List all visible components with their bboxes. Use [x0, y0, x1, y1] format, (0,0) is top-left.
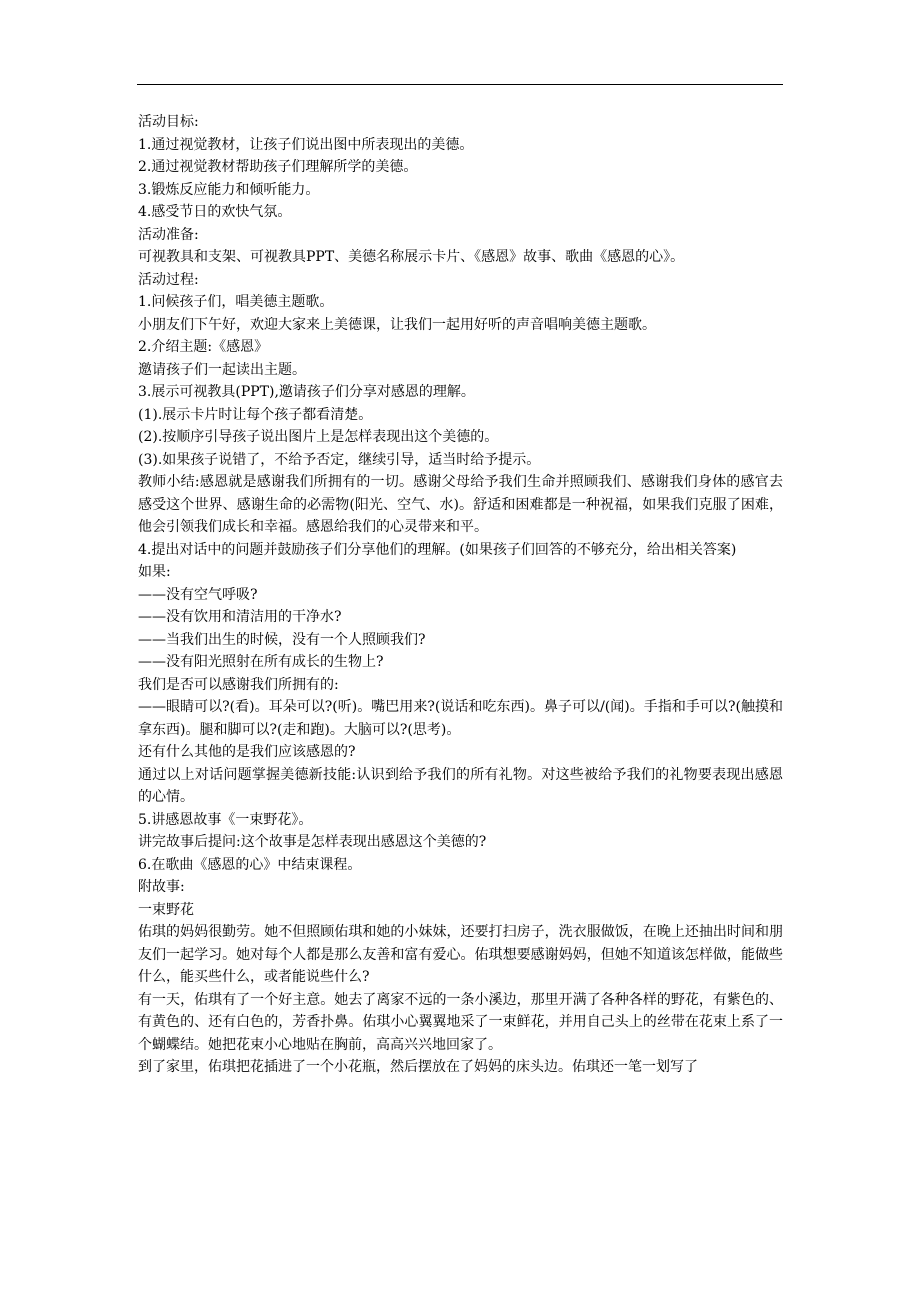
story-title: 一束野花 — [138, 901, 194, 918]
process-step-3-sub-1: (1).展示卡片时让每个孩子都看清楚。 — [138, 406, 373, 423]
process-step-3-sub-3: (3).如果孩子说错了，不给予否定，继续引导，适当时给予提示。 — [138, 451, 541, 468]
other-thanks-question: 还有什么其他的是我们应该感恩的? — [138, 744, 356, 760]
if-question-2: ——没有饮用和清洁用的干净水? — [138, 609, 342, 625]
process-step-4: 4.提出对话中的问题并鼓励孩子们分享他们的理解。(如果孩子们回答的不够充分，给出相关答案) — [138, 541, 737, 558]
teacher-summary: 教师小结:感恩就是感谢我们所拥有的一切。感谢父母给予我们生命并照顾我们、感谢我们身体的感官去感受这个世界、感谢生命的必需物(阳光、空气、水)。舒适和困难都是一种祝福，如果我们克服了困难，他会引领我们成长和幸福。感恩给我们的心灵带来和平。 — [138, 474, 783, 535]
process-step-2-text: 邀请孩子们一起读出主题。 — [138, 361, 306, 378]
if-label: 如果: — [138, 564, 171, 580]
if-question-3: ——当我们出生的时候，没有一个人照顾我们? — [138, 631, 426, 648]
process-step-5: 5.讲感恩故事《一束野花》。 — [138, 811, 313, 828]
goal-item-1: 1.通过视觉教材，让孩子们说出图中所表现出的美德。 — [138, 136, 474, 153]
appendix-label: 附故事: — [138, 879, 185, 895]
goal-item-2: 2.通过视觉教材帮助孩子们理解所学的美德。 — [138, 159, 418, 175]
senses-list: ——眼睛可以?(看)。耳朵可以?(听)。嘴巴用来?(说话和吃东西)。鼻子可以/(闻)。手指和手可以?(触摸和拿东西)。腿和脚可以?(走和跑)。大脑可以?(思考)。 — [138, 699, 783, 738]
thanks-question: 我们是否可以感谢我们所拥有的: — [138, 676, 339, 693]
story-paragraph-3: 到了家里，佑琪把花插进了一个小花瓶，然后摆放在了妈妈的床头边。佑琪还一笔一划写了 — [138, 1059, 698, 1075]
process-step-1: 1.问候孩子们，唱美德主题歌。 — [138, 294, 334, 310]
goal-item-4: 4.感受节日的欢快气氛。 — [138, 204, 292, 220]
process-step-1-text: 小朋友们下午好，欢迎大家来上美德课，让我们一起用好听的声音唱响美德主题歌。 — [138, 316, 656, 333]
if-question-4: ——没有阳光照射在所有成长的生物上? — [138, 654, 384, 670]
document-body — [138, 111, 783, 1079]
story-question: 讲完故事后提问:这个故事是怎样表现出感恩这个美德的? — [138, 834, 487, 850]
preparation-text: 可视教具和支架、可视教具PPT、美德名称展示卡片、《感恩》故事、歌曲《感恩的心》。 — [138, 249, 685, 265]
process-step-2: 2.介绍主题:《感恩》 — [138, 339, 269, 355]
story-paragraph-1: 佑琪的妈妈很勤劳。她不但照顾佑琪和她的小妹妹，还要打扫房子，洗衣服做饭，在晚上还抽出时间和朋友们一起学习。她对每个人都是那么友善和富有爱心。佑琪想要感谢妈妈，但她不知道该怎样做，能做些什么，能买些什么，或者能说些什么? — [138, 924, 783, 985]
header-rule — [137, 84, 783, 85]
process-step-3: 3.展示可视教具(PPT),邀请孩子们分享对感恩的理解。 — [138, 384, 475, 400]
story-paragraph-2: 有一天，佑琪有了一个好主意。她去了离家不远的一条小溪边，那里开满了各种各样的野花，有紫色的、有黄色的、还有白色的，芳香扑鼻。佑琪小心翼翼地采了一束鲜花，并用自己头上的丝带在花束上系了一个蝴蝶结。她把花束小心地贴在胸前，高高兴兴地回家了。 — [138, 991, 783, 1053]
new-skill-text: 通过以上对话问题掌握美德新技能:认识到给予我们的所有礼物。对这些被给予我们的礼物要表现出感恩的心情。 — [138, 766, 783, 805]
heading-goals: 活动目标: — [138, 114, 199, 130]
process-step-3-sub-2: (2).按顺序引导孩子说出图片上是怎样表现出这个美德的。 — [138, 429, 499, 445]
heading-process: 活动过程: — [138, 271, 199, 288]
if-question-1: ——没有空气呼吸? — [138, 586, 258, 603]
heading-preparation: 活动准备: — [138, 226, 199, 243]
goal-item-3: 3.锻炼反应能力和倾听能力。 — [138, 181, 320, 198]
process-step-6: 6.在歌曲《感恩的心》中结束课程。 — [138, 856, 362, 873]
